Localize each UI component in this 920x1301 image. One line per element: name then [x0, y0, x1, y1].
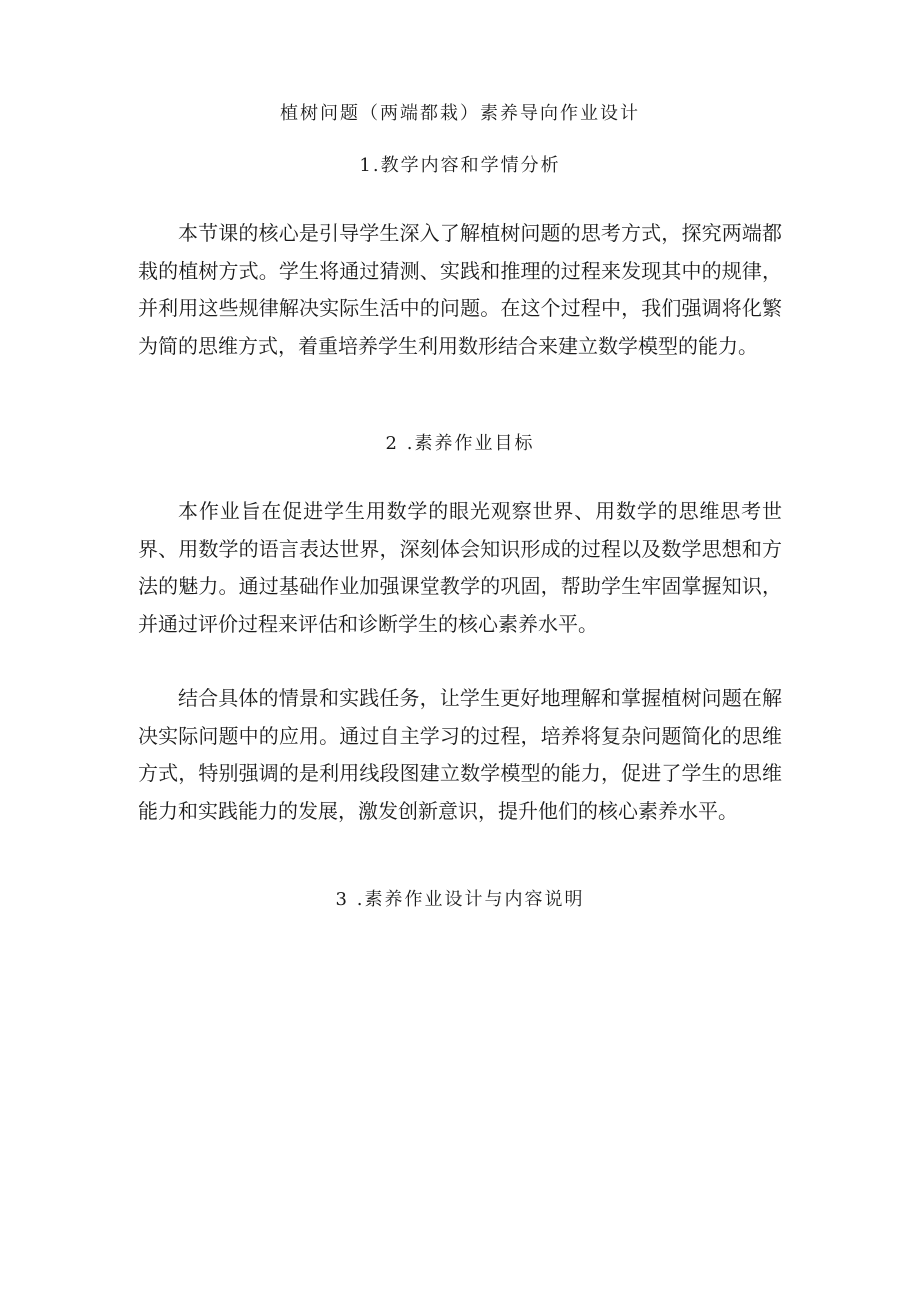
- section-2-heading: 2 .素养作业目标: [385, 433, 535, 454]
- section-2-paragraph-2: 结合具体的情景和实践任务，让学生更好地理解和掌握植树问题在解决实际问题中的应用。通过自主学习的过程，培养将复杂问题简化的思维方式，特别强调的是利用线段图建立数学模型的能力，促进了学生的思维能力和实践能力的发展，激发创新意识，提升他们的核心素养水平。: [138, 686, 782, 823]
- section-1-paragraph: 本节课的核心是引导学生深入了解植树问题的思考方式，探究两端都栽的植树方式。学生将通过猜测、实践和推理的过程来发现其中的规律，并利用这些规律解决实际生活中的问题。在这个过程中，我们强调将化繁为简的思维方式，着重培养学生利用数形结合来建立数学模型的能力。: [138, 221, 782, 358]
- section-2-paragraph-1: 本作业旨在促进学生用数学的眼光观察世界、用数学的思维思考世界、用数学的语言表达世界，深刻体会知识形成的过程以及数学思想和方法的魅力。通过基础作业加强课堂教学的巩固，帮助学生牢固掌握知识，并通过评价过程来评估和诊断学生的核心素养水平。: [138, 499, 782, 636]
- section-3-heading: 3 .素养作业设计与内容说明: [335, 889, 585, 910]
- document-title: 植树问题（两端都栽）素养导向作业设计: [280, 103, 640, 124]
- section-1-heading: 1.教学内容和学情分析: [359, 155, 561, 176]
